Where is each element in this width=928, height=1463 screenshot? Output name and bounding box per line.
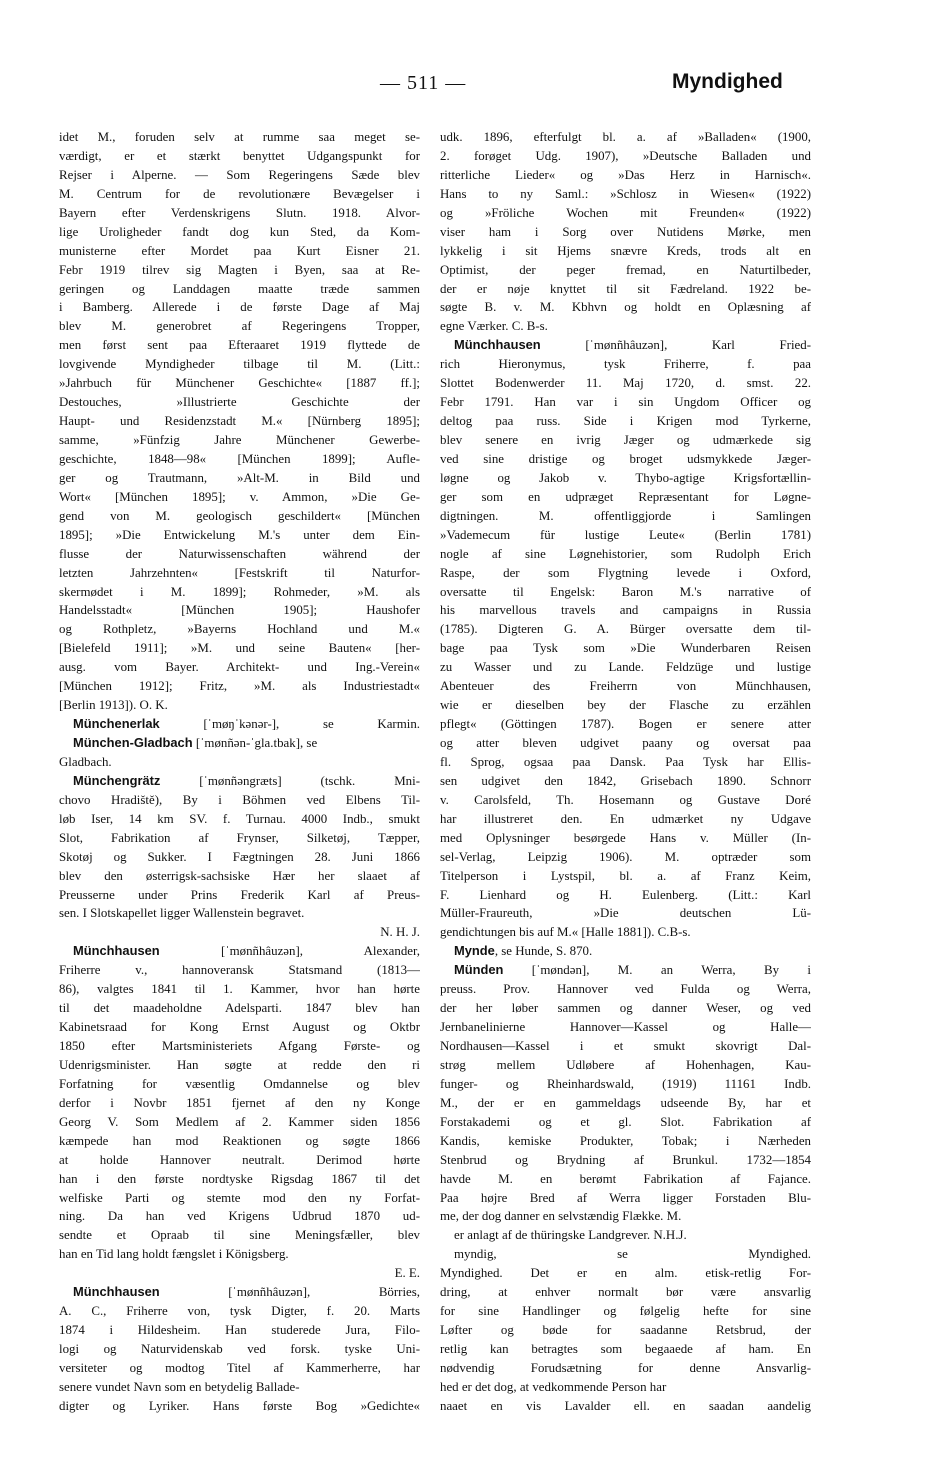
text-line: lige Uroligheder fandt dog kun Sted, da Kom- — [59, 224, 420, 239]
text-line: og »Fröliche Wochen mit Freunden« (1922) — [440, 205, 811, 220]
text-line: retlig kan betragtes som begaaede af ham. En — [440, 1342, 811, 1356]
text-line: lovgivende Myndigheder tilbage til M. (Litt.: — [59, 357, 420, 372]
text-line: 1895]; »Die Entwickelung M.'s unter dem Ein- — [59, 527, 420, 542]
text-line: letzten Jahrzehnten« [Festskrift til Naturfor- — [59, 565, 420, 580]
text-line: bage paa Tysk som »Die Wunderbaren Reisen — [440, 641, 811, 656]
text-line: samme, »Fünfzig Jahre Münchener Gewerbe- — [59, 433, 420, 447]
text-line: blev senere en ivrig Jæger og udmærkede sig — [440, 433, 811, 447]
text-line: Paa højre Bred af Werra ligger Forstaden Blu- — [440, 1190, 811, 1205]
text-line: Rejser i Alperne. — Som Regeringens Sæde blev — [59, 167, 420, 182]
text-line: [München 1912]; Fritz, »M. als Industriestadt« — [59, 679, 420, 694]
text-line: der her løber sammen og danner Weser, og ved — [440, 1001, 811, 1016]
text-line: München-Gladbach [ˈmønñən-ˈgla.tbak], se — [73, 735, 318, 750]
page-header — [0, 62, 928, 102]
text-line: chovo Hradiště), By i Böhmen ved Elbens Til- — [59, 792, 420, 807]
text-line: digtningen. M. offentliggjorde i Samlingen — [440, 508, 811, 523]
text-line: geringen og Landdagen maatte træde sammen — [59, 281, 420, 296]
text-line: »Vademecum für lustige Leute« (Berlin 1781) — [440, 527, 811, 542]
text-line: men først sent paa Efteraaret 1919 flyttede de — [59, 338, 420, 353]
text-line: derfor i Novbr 1851 fjernet af den ny Konge — [59, 1095, 420, 1110]
text-line: sen. I Slotskapellet ligger Wallenstein begravet. — [59, 906, 305, 921]
text-line: med Oplysninger besørgede Hans v. Müller (In- — [440, 830, 811, 845]
text-line: Slottet Bodenwerder 11. Maj 1720, d. smst. 22. — [440, 376, 811, 391]
text-line: [Bielefeld 1911]; »M. und seine Bauten« [her- — [59, 641, 420, 656]
text-line: og Rothpletz, »Bayerns Hochland und M.« — [59, 622, 420, 637]
text-line: Müller-Fraureuth, »Die deutschen Lü- — [440, 906, 811, 921]
text-line: har illustreret den. En udmærket ny Udgave — [440, 811, 811, 826]
text-line: sen udgivet den 1842, Grisebach 1890. Schnorr — [440, 773, 811, 788]
text-line: munisterne efter Mordet paa Kurt Eisner 21. — [59, 243, 420, 258]
text-line: Nordhausen—Kassel i et smukt skovrigt Dal- — [440, 1039, 811, 1053]
text-line: til det maadeholdne Adelsparti. 1847 blev han — [59, 1001, 420, 1016]
text-line: løgne og Jakob v. Thybo-agtige Krigsfortællin- — [440, 470, 811, 485]
text-line: naaet en vis Lavalder ell. en saadan aandelig — [440, 1398, 811, 1413]
text-line: Udenrigsminister. Han søgte at redde den ri — [59, 1057, 420, 1072]
text-line: skermødet i M. 1899]; Rohmeder, »M. als — [59, 584, 420, 599]
text-line: »Jahrbuch für Münchener Geschichte« [1887 ff.]; — [59, 376, 420, 391]
text-line: Münchhausen [ˈmønñhâuzən], Börries, — [73, 1284, 420, 1300]
text-line: Jernbanelinierne Hannover—Kassel og Halle— — [440, 1020, 811, 1035]
text-line: ger som en udpræget Repræsentant for Løgne- — [440, 489, 811, 504]
text-line: v. Carolsfeld, Th. Hosemann og Gustave Doré — [440, 792, 811, 807]
text-line: welfiske Parti og stemte mod den ny Forfat- — [59, 1190, 420, 1205]
text-line: i Bamberg. Allerede i de første Dage af Maj — [59, 300, 420, 315]
text-line: sendte et Opraab til sine Meningsfæller, blev — [59, 1228, 420, 1243]
text-line: Handelsstadt« [München 1905]; Haushofer — [59, 603, 420, 618]
text-line: han i den første nordtyske Rigsdag 1867 til det — [59, 1171, 420, 1186]
text-line: rich Hieronymus, tysk Friherre, f. paa — [440, 357, 811, 372]
text-line: geschichte, 1848—98« [München 1899]; Aufle- — [59, 451, 420, 466]
text-line: Destouches, »Illustrierte Geschichte der — [59, 395, 420, 410]
text-line: søgte B. v. M. Kbhvn og holdt en Oplæsning af — [440, 300, 811, 315]
text-line: funger- og Rheinhardswald, (1919) 11161 Indb. — [440, 1076, 811, 1091]
text-line: Kabinetsraad for Kong Ernst August og Oktbr — [59, 1020, 420, 1035]
text-line: N. H. J. — [380, 925, 420, 940]
text-line: Kandis, kemiske Produkter, Tobak; i Nærheden — [440, 1133, 811, 1148]
text-line: (1785). Digteren G. A. Bürger oversatte dem til- — [440, 622, 811, 637]
text-line: Forstakademi og et gl. Slot. Fabrikation af — [440, 1114, 811, 1129]
text-line: Febr 1919 tilrev sig Magten i Byen, saa at Re- — [59, 262, 420, 277]
text-line: lykkelig i sit Hjems snævre Kreds, trods alt en — [440, 243, 811, 258]
text-line: Optimist, der peger fremad, en Naturtilbeder, — [440, 262, 811, 277]
text-line: 1874 i Hildesheim. Han studerede Jura, Filo- — [59, 1323, 420, 1338]
text-line: Slot, Fabrikation af Frynser, Silketøj, Tæpper, — [59, 830, 420, 845]
text-line: gendichtungen bis auf M.« [Halle 1881]). C.B-s. — [440, 925, 691, 940]
left-column — [59, 128, 420, 1416]
text-line: Gladbach. — [59, 754, 112, 769]
text-line: digter og Lyriker. Hans første Bog »Gedichte« — [59, 1398, 420, 1413]
text-line: 1850 efter Martsministeriets Afgang Første- og — [59, 1039, 420, 1053]
text-line: kæmpede han mod Reaktionen og søgte 1866 — [59, 1133, 420, 1148]
text-line: Titelperson i Lystspil, bl. a. af Franz Keim, — [440, 868, 811, 883]
text-line: ritterliche Lieder« og »Das Herz in Harnisch«. — [440, 167, 811, 182]
text-line: løb Iser, 14 km SV. f. Turnau. 4000 Indb., smukt — [59, 811, 420, 826]
text-line: ausg. vom Bayer. Architekt- und Ing.-Verein« — [59, 660, 420, 675]
text-line: Stenbrud og Brydning af Brunkul. 1732—1854 — [440, 1152, 811, 1167]
text-line: Georg V. Som Medlem af 2. Kammer siden 1856 — [59, 1114, 420, 1129]
text-line: Münchengrätz [ˈmønñəngræts] (tschk. Mni- — [73, 772, 420, 788]
text-line: deltog paa russ. Side i Krigen mod Tyrkerne, — [440, 414, 811, 429]
text-line: Preusserne under Prins Frederik Karl af Preus- — [59, 887, 420, 902]
text-line: der er nøje knyttet til sit Fædreland. 1922 be- — [440, 281, 811, 296]
text-line: 2. forøget Udg. 1907), »Deutsche Balladen und — [440, 148, 811, 163]
text-line: blev M. generobret af Regeringens Tropper, — [59, 319, 420, 334]
text-line: er anlagt af de thüringske Landgrever. N.H.J. — [454, 1228, 687, 1243]
text-line: ved sine dristige og broget udsmykkede Jæger- — [440, 451, 811, 466]
text-line: versiteter og modtog Titel af Kammerherre, har — [59, 1360, 420, 1375]
text-line: F. Lienhard og H. Eulenberg. (Litt.: Karl — [440, 887, 811, 902]
text-line: egne Værker. C. B-s. — [440, 319, 548, 334]
text-line: E. E. — [394, 1266, 420, 1281]
text-line: Abenteuer des Freiherrn von Münchhausen, — [440, 679, 811, 694]
text-line: Bayern efter Verdenskrigens Slutn. 1918. Alvor- — [59, 205, 420, 220]
text-line: Haupt- und Residenzstadt M.« [Nürnberg 1895]; — [59, 414, 420, 429]
running-head: Myndighed — [672, 70, 783, 93]
text-line: hed er det dog, at vedkommende Person har — [440, 1379, 667, 1394]
right-column — [440, 128, 811, 1416]
text-line: viser ham i Sorg over Nutidens Mørke, men — [440, 224, 811, 239]
text-line: strøg mellem Udløbere af Hohenhagen, Kau- — [440, 1057, 811, 1072]
text-line: flusse der Naturwissenschaften während der — [59, 546, 420, 561]
text-line: Febr 1791. Han var i sin Ungdom Officer og — [440, 395, 811, 410]
text-line: Skotøj og Sukker. I Fægtningen 28. Juni 1866 — [59, 849, 420, 864]
text-line: A. C., Friherre von, tysk Digter, f. 20. Marts — [59, 1304, 420, 1319]
text-line: at holde Hannover neutralt. Derimod hørte — [59, 1152, 420, 1167]
text-line: havde M. en berømt Fabrikation af Fajance. — [440, 1171, 811, 1186]
text-line: nødvendig Forudsætning for denne Ansvarlig- — [440, 1360, 811, 1375]
text-line: preuss. Prov. Hannover ved Fulda og Werra, — [440, 982, 811, 997]
text-line: værdigt, er et stærkt benyttet Udgangspunkt for — [59, 148, 420, 163]
text-line: nogle af sine Løgnehistorier, som Rudolph Erich — [440, 546, 811, 561]
text-line: fl. Sprog, ogsaa paa Dansk. Paa Tysk har Ellis- — [440, 754, 811, 769]
text-line: sel-Verlag, Leipzig 1906). M. optræder som — [440, 849, 811, 864]
text-line: M. Centrum for de revolutionære Bevægelser i — [59, 186, 420, 201]
text-line: oversatte til Engelsk: Baron M.'s narrative of — [440, 584, 811, 599]
text-line: ger og Trautmann, »Alt-M. in Bild und — [59, 470, 420, 485]
text-line: Münchhausen [ˈmønñhâuzən], Karl Fried- — [454, 337, 811, 353]
text-line: Forfatning for væsentlig Omdannelse og blev — [59, 1076, 420, 1091]
text-line: 86), valgtes 1841 til 1. Kammer, hvor han hørte — [59, 982, 420, 997]
text-line: han en Tid lang holdt fængslet i Königsberg. — [59, 1247, 289, 1262]
text-line: Myndighed. Det er en alm. etisk-retlig For- — [440, 1266, 811, 1281]
text-line: idet M., foruden selv at rumme saa meget se- — [59, 130, 420, 144]
text-line: pflegt« (Göttingen 1787). Bogen er senere atter — [440, 717, 811, 732]
text-line: me, der dog danner en selvstændig Flække. M. — [440, 1209, 682, 1224]
text-line: gend von M. geologisch geschildert« [München — [59, 508, 420, 523]
text-line: [Berlin 1913]). O. K. — [59, 698, 168, 713]
text-line: Wort« [München 1895]; v. Ammon, »Die Ge- — [59, 489, 420, 504]
text-line: senere vundet Navn som en betydelig Ballade- — [59, 1379, 300, 1394]
text-line: dring, at enhver normalt bør være ansvarlig — [440, 1285, 811, 1300]
text-line: for sine Handlinger og følgelig hefte for sine — [440, 1304, 811, 1319]
text-line: M., der er en gammeldags udseende By, har et — [440, 1095, 811, 1110]
text-line: zu Wasser und zu Lande. Feldzüge und lustige — [440, 660, 811, 675]
text-line: udk. 1896, efterfulgt bl. a. af »Balladen« (1900, — [440, 130, 811, 144]
page-number: — 511 — — [380, 72, 467, 94]
text-line: og atter bleven udgivet paany og oversat paa — [440, 736, 811, 750]
text-line: Münchenerlak [ˈmøŋˈkənər-], se Karmin. — [73, 716, 420, 732]
text-line: Mynde, se Hunde, S. 870. — [454, 943, 593, 959]
text-line: ning. Da han ved Krigens Udbrud 1870 ud- — [59, 1209, 420, 1224]
text-line: wie er dieselben bey der Flasche zu erzählen — [440, 698, 811, 713]
text-line: logi og Naturvidenskab ved forsk. tyske Uni- — [59, 1342, 420, 1356]
text-line: myndig, se Myndighed. — [454, 1247, 811, 1262]
text-line: his marvellous travels and campaigns in Russia — [440, 603, 811, 618]
text-line: Raspe, der som Flygtning levede i Oxford, — [440, 565, 811, 580]
text-line: Friherre v., hannoveransk Statsmand (1813— — [59, 963, 420, 978]
text-line: Løfter og bøde for saadanne Retsbrud, der — [440, 1323, 811, 1338]
text-line: blev den østerrigsk-sachsiske Hær her slaaet af — [59, 868, 420, 883]
text-line: Münden [ˈmøndən], M. an Werra, By i — [454, 962, 811, 978]
text-line: Hans to ny Saml.: »Schlosz in Wiesen« (1922) — [440, 186, 811, 201]
text-line: Münchhausen [ˈmønñhâuzən], Alexander, — [73, 943, 420, 959]
